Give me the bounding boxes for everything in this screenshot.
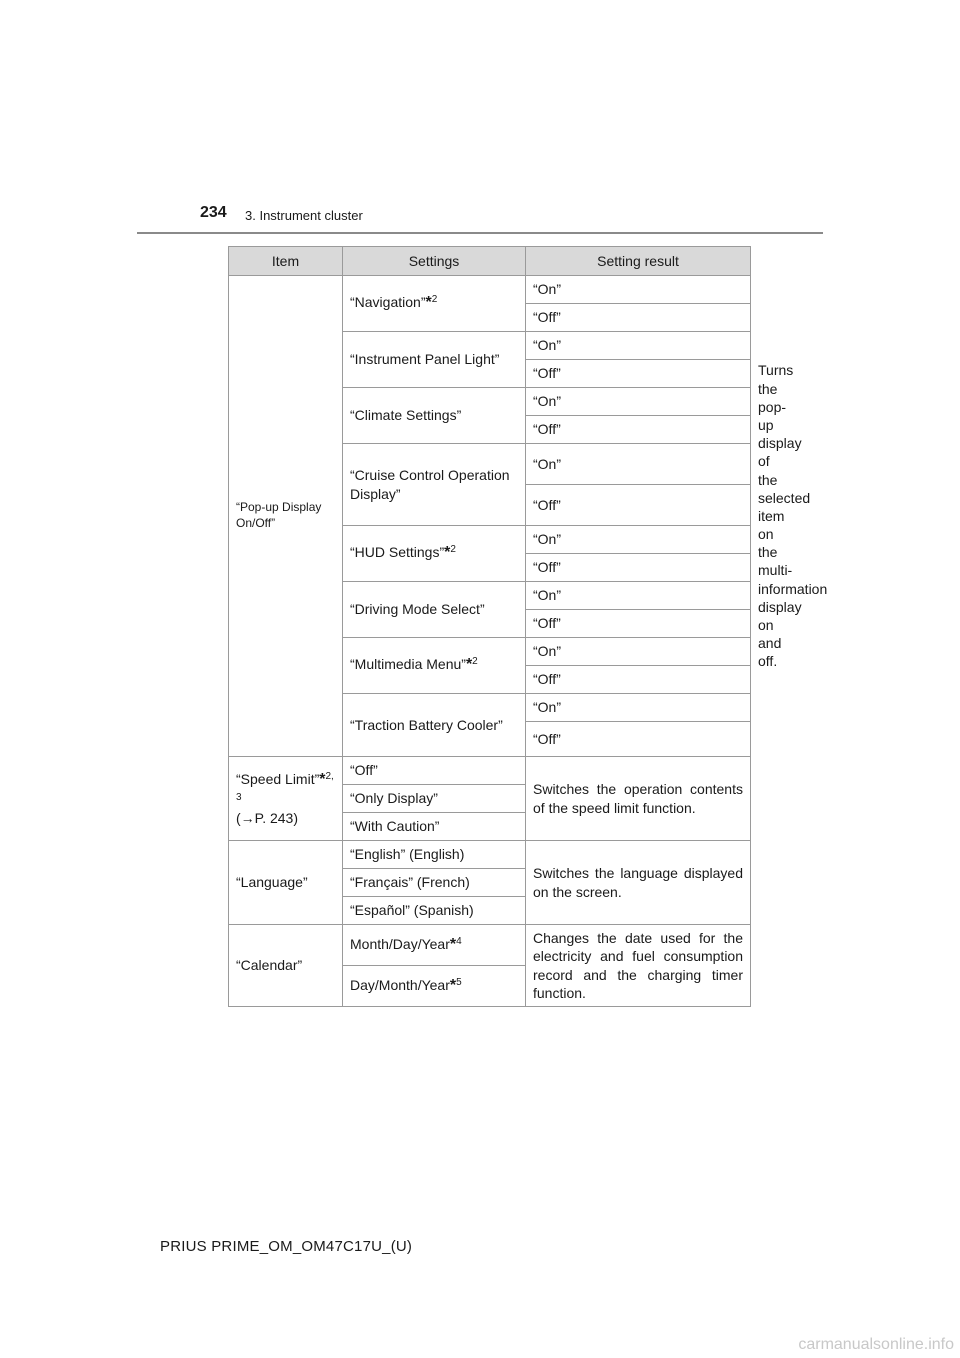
- footnote-star: *: [425, 294, 432, 312]
- footnote-ref: 2, 3: [236, 770, 334, 803]
- document-code: PRIUS PRIME_OM_OM47C17U_(U): [160, 1238, 413, 1255]
- setting-off: “Off”: [526, 722, 751, 757]
- header-rule: [137, 232, 823, 234]
- setting-on: “On”: [526, 276, 751, 304]
- table-header-row: [229, 247, 751, 276]
- footnote-star: *: [444, 544, 451, 562]
- footnote-ref: 2: [431, 294, 438, 306]
- speed-limit-result-cell: Switches the operation contents of the speed limit function.: [526, 757, 751, 841]
- group-climate-settings: “Climate Settings”: [343, 388, 526, 444]
- table-row: [229, 757, 751, 785]
- footnote-ref: 5: [456, 976, 462, 988]
- group-instrument-panel-light: “Instrument Panel Light”: [343, 332, 526, 388]
- setting-month-day-year: [343, 925, 526, 966]
- setting-day-month-year: [343, 966, 526, 1007]
- setting-spanish: “Español” (Spanish): [343, 897, 526, 925]
- setting-off: “Off”: [526, 360, 751, 388]
- footnote-ref: 4: [456, 935, 462, 947]
- column-header-item: Item: [229, 247, 343, 276]
- column-header-result: Setting result: [526, 247, 751, 276]
- page-number: 234: [200, 204, 227, 221]
- column-header-settings: Settings: [343, 247, 526, 276]
- setting-on: “On”: [526, 582, 751, 610]
- setting-with-caution: “With Caution”: [343, 813, 526, 841]
- footnote-ref: 2: [450, 544, 456, 556]
- setting-off: “Off”: [526, 554, 751, 582]
- language-item-cell: “Language”: [229, 841, 343, 925]
- group-hud-settings: [343, 526, 526, 582]
- footnote-ref: 2: [472, 656, 478, 668]
- group-label: “HUD Settings”: [350, 544, 445, 561]
- calendar-item-cell: “Calendar”: [229, 925, 343, 1007]
- setting-on: “On”: [526, 444, 751, 485]
- speed-limit-label: “Speed Limit”: [236, 770, 320, 787]
- footnote-star: *: [319, 770, 326, 788]
- calendar-result-cell: Changes the date used for the electricity and fuel consumption record and the charging timer function.: [526, 925, 751, 1007]
- setting-off: “Off”: [526, 485, 751, 526]
- table-row: [229, 925, 751, 966]
- setting-on: “On”: [526, 638, 751, 666]
- setting-off: “Off”: [526, 610, 751, 638]
- setting-label: Day/Month/Year: [350, 976, 450, 993]
- section-title: 3. Instrument cluster: [245, 208, 363, 223]
- setting-off: “Off”: [526, 666, 751, 694]
- setting-only-display: “Only Display”: [343, 785, 526, 813]
- group-driving-mode-select: “Driving Mode Select”: [343, 582, 526, 638]
- table-row: “Pop-up Display On/Off” “Navigation”*$^2$ “On” Turns the pop-up display of the selected item on the multi-information display on and off.: [229, 276, 751, 304]
- settings-table: [228, 246, 828, 1007]
- setting-french: “Français” (French): [343, 869, 526, 897]
- group-cruise-control: “Cruise Control Operation Display”: [343, 444, 526, 526]
- setting-label: Month/Day/Year: [350, 935, 450, 952]
- group-navigation: [343, 276, 526, 332]
- watermark: carmanualsonline.info: [798, 1336, 954, 1353]
- setting-on: “On”: [526, 526, 751, 554]
- group-label: “Navigation”: [350, 294, 426, 311]
- group-multimedia-menu: [343, 638, 526, 694]
- setting-english: “English” (English): [343, 841, 526, 869]
- setting-off: “Off”: [526, 304, 751, 332]
- speed-limit-item-cell: [229, 757, 343, 841]
- page-reference: (→P. 243): [236, 809, 298, 826]
- popup-item-cell: “Pop-up Display On/Off”: [229, 276, 343, 757]
- table-row: [229, 841, 751, 869]
- language-result-cell: Switches the language displayed on the screen.: [526, 841, 751, 925]
- footnote-star: *: [449, 935, 457, 953]
- setting-on: “On”: [526, 694, 751, 722]
- footnote-star: *: [465, 656, 473, 674]
- setting-off: “Off”: [526, 416, 751, 444]
- setting-on: “On”: [526, 388, 751, 416]
- setting-speed-off: “Off”: [343, 757, 526, 785]
- footnote-star: *: [449, 976, 457, 994]
- setting-on: “On”: [526, 332, 751, 360]
- group-label: “Multimedia Menu”: [350, 656, 466, 673]
- group-traction-battery-cooler: “Traction Battery Cooler”: [343, 694, 526, 757]
